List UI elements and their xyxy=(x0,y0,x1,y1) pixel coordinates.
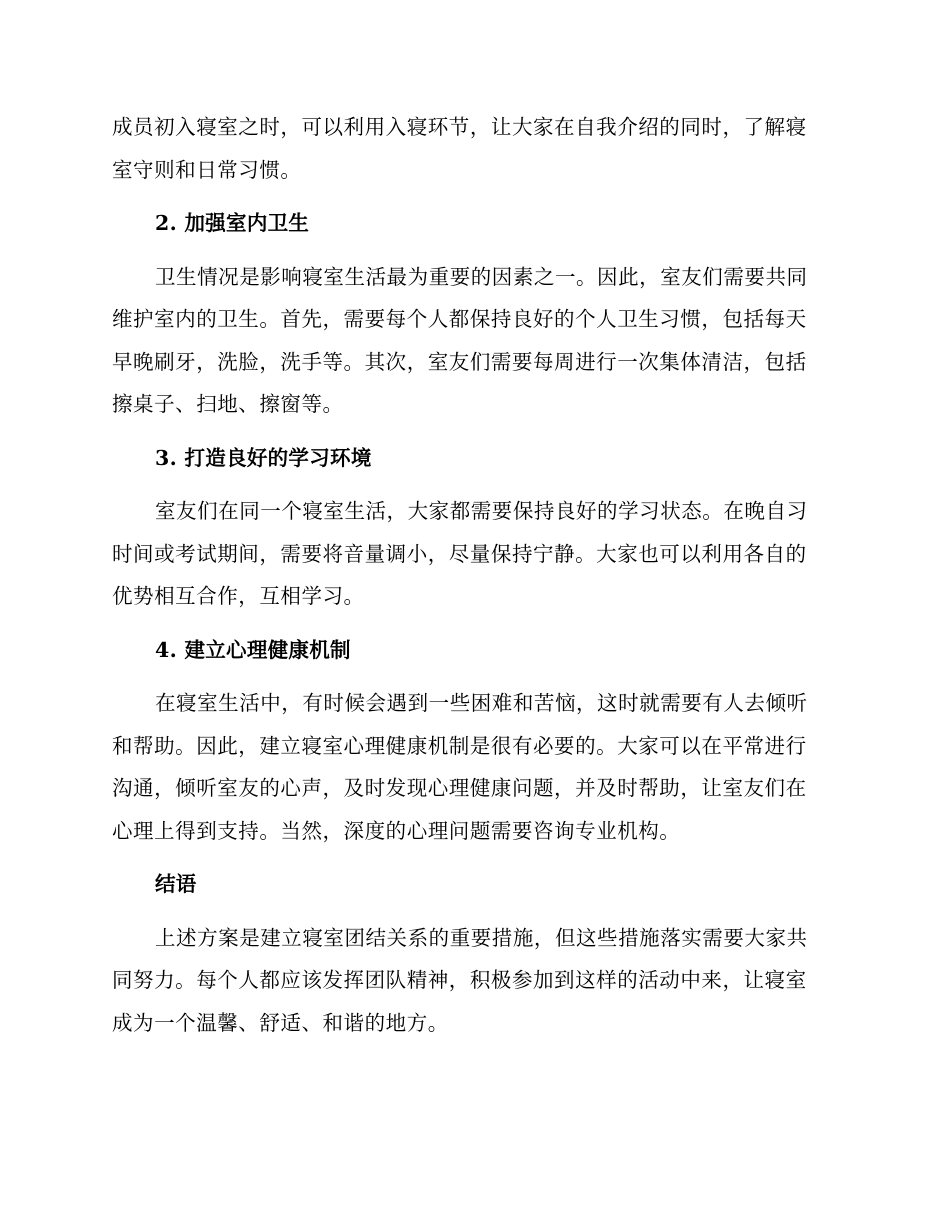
paragraph-hygiene xyxy=(112,256,830,426)
section-heading-conclusion: 结语 xyxy=(155,872,197,896)
text-line: 优势相互合作，互相学习。 xyxy=(112,584,365,608)
section-heading-study: 3. 打造良好的学习环境 xyxy=(155,445,372,470)
text-line: 卫生情况是影响寝室生活最为重要的因素之一。因此，室友们需要共同 xyxy=(155,264,808,289)
text-line: 和帮助。因此，建立寝室心理健康机制是很有必要的。大家可以在平常进行 xyxy=(112,733,807,758)
section-heading-mental-health: 4. 建立心理健康机制 xyxy=(155,637,351,662)
text-line: 时间或考试期间，需要将音量调小，尽量保持宁静。大家也可以利用各自的 xyxy=(112,541,807,566)
document-page xyxy=(112,106,830,1055)
text-line: 在寝室生活中，有时候会遇到一些困难和苦恼，这时就需要有人去倾听 xyxy=(155,691,808,715)
text-line: 室守则和日常习惯。 xyxy=(112,157,302,182)
text-line: 维护室内的卫生。首先，需要每个人都保持良好的个人卫生习惯，包括每天 xyxy=(112,307,807,331)
paragraph-conclusion xyxy=(112,917,830,1045)
text-line: 沟通，倾听室友的心声，及时发现心理健康问题，并及时帮助，让室友们在 xyxy=(112,776,807,800)
text-line: 心理上得到支持。当然，深度的心理问题需要咨询专业机构。 xyxy=(112,818,681,843)
text-line: 同努力。每个人都应该发挥团队精神，积极参加到这样的活动中来，让寝室 xyxy=(112,968,807,992)
text-line: 室友们在同一个寝室生活，大家都需要保持良好的学习状态。在晚自习 xyxy=(155,499,808,523)
paragraph-study xyxy=(112,490,830,618)
text-line: 擦桌子、扫地、擦窗等。 xyxy=(112,392,344,416)
paragraph-mental-health xyxy=(112,682,830,852)
text-line: 成员初入寝室之时，可以利用入寝环节，让大家在自我介绍的同时，了解寝 xyxy=(112,115,807,139)
text-line: 上述方案是建立寝室团结关系的重要措施，但这些措施落实需要大家共 xyxy=(155,925,808,950)
text-line: 早晚刷牙，洗脸，洗手等。其次，室友们需要每周进行一次集体清洁，包括 xyxy=(112,349,807,374)
text-line: 成为一个温馨、舒适、和谐的地方。 xyxy=(112,1010,449,1035)
paragraph-intro-continuation xyxy=(112,106,830,191)
section-heading-hygiene: 2. 加强室内卫生 xyxy=(155,211,310,235)
